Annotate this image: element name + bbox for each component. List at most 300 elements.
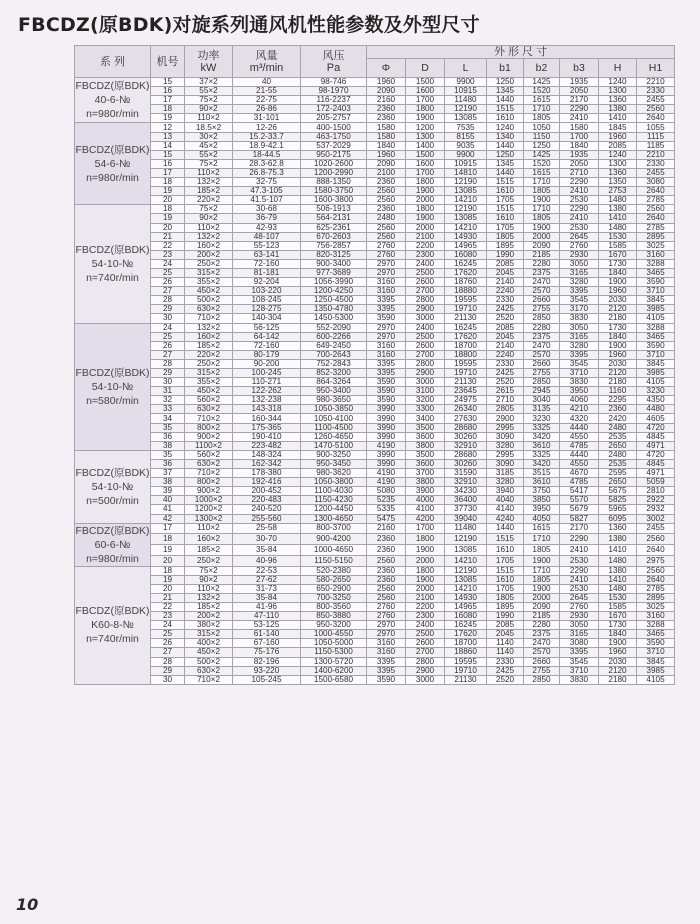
table-cell: 1520 [524, 87, 560, 96]
series-label-line: 54-6-№ [94, 157, 131, 170]
table-row [75, 657, 675, 666]
table-cell: 18.9-42.1 [233, 141, 301, 150]
series-label-line: n=980r/min [86, 552, 139, 565]
table-cell: 1300 [599, 159, 637, 168]
header-dim-5: b3 [560, 59, 599, 78]
table-cell: 1360 [599, 168, 637, 177]
table-cell: 2970 [367, 259, 406, 268]
table-cell: 3985 [637, 305, 675, 314]
table-cell: 1730 [599, 323, 637, 332]
table-cell: 39 [151, 487, 185, 496]
table-cell: 1200-4250 [301, 287, 367, 296]
table-cell: 3845 [637, 359, 675, 368]
table-cell: 2170 [560, 96, 599, 105]
table-cell: 3990 [367, 414, 406, 423]
table-cell: 1580 [367, 132, 406, 141]
table-cell: 850-3880 [301, 612, 367, 621]
table-row [75, 132, 675, 141]
table-cell: 132×2 [185, 232, 233, 241]
table-cell: 61-140 [233, 630, 301, 639]
series-label [75, 566, 151, 684]
table-cell: 1250 [487, 78, 524, 87]
table-cell: 400-1500 [301, 123, 367, 132]
table-cell: 670-2603 [301, 232, 367, 241]
table-cell: 4720 [637, 423, 675, 432]
table-row [75, 278, 675, 287]
table-cell: 42-93 [233, 223, 301, 232]
table-cell: 103-220 [233, 287, 301, 296]
table-cell: 560×2 [185, 450, 233, 459]
table-cell: 2030 [599, 657, 637, 666]
table-cell: 30-68 [233, 205, 301, 214]
table-cell: 1710 [524, 178, 560, 187]
table-row [75, 114, 675, 123]
table-cell: 3395 [367, 296, 406, 305]
table-cell: 450×2 [185, 287, 233, 296]
header-airflow [233, 46, 301, 78]
table-cell: 29 [151, 666, 185, 675]
table-cell: 1805 [524, 187, 560, 196]
table-cell: 2100 [406, 593, 445, 602]
table-cell: 3710 [637, 287, 675, 296]
table-cell: 3090 [487, 432, 524, 441]
table-cell: 16245 [445, 621, 487, 630]
table-cell: 2375 [524, 630, 560, 639]
table-cell: 1000-4550 [301, 630, 367, 639]
table-cell: 20 [151, 584, 185, 593]
table-cell: 90-200 [233, 359, 301, 368]
table-cell: 3160 [367, 287, 406, 296]
table-cell: 21-55 [233, 87, 301, 96]
table-cell: 1250-4500 [301, 296, 367, 305]
table-cell: 2425 [487, 666, 524, 675]
table-cell: 2520 [487, 675, 524, 684]
table-cell: 3465 [637, 630, 675, 639]
table-cell: 2760 [367, 602, 406, 611]
table-row [75, 545, 675, 556]
table-cell: 2360 [367, 205, 406, 214]
table-cell: 1900 [524, 584, 560, 593]
table-cell: 2640 [637, 214, 675, 223]
table-cell: 3800 [406, 441, 445, 450]
table-cell: 1615 [524, 168, 560, 177]
table-cell: 2140 [487, 278, 524, 287]
table-cell: 3395 [560, 287, 599, 296]
table-cell: 3395 [560, 350, 599, 359]
table-cell: 3590 [367, 387, 406, 396]
table-row [75, 341, 675, 350]
table-cell: 1410 [599, 214, 637, 223]
table-row [75, 378, 675, 387]
table-cell: 14965 [445, 241, 487, 250]
table-cell: 27-62 [233, 575, 301, 584]
table-cell: 2615 [487, 387, 524, 396]
table-cell: 4000 [406, 496, 445, 505]
table-cell: 900-3250 [301, 450, 367, 459]
table-cell: 26340 [445, 405, 487, 414]
table-cell: 24 [151, 323, 185, 332]
table-cell: 3590 [637, 341, 675, 350]
table-cell: 34230 [445, 487, 487, 496]
table-cell: 3700 [406, 469, 445, 478]
table-cell: 2640 [637, 575, 675, 584]
table-cell: 2410 [560, 575, 599, 584]
table-cell: 110×2 [185, 114, 233, 123]
table-cell: 28 [151, 296, 185, 305]
table-cell: 2500 [406, 268, 445, 277]
table-cell: 3325 [524, 423, 560, 432]
table-cell: 1710 [524, 566, 560, 575]
table-cell: 2530 [560, 196, 599, 205]
table-cell: 26 [151, 278, 185, 287]
table-row [75, 250, 675, 259]
table-cell: 1530 [599, 593, 637, 602]
table-cell: 3280 [487, 441, 524, 450]
table-cell: 3590 [637, 639, 675, 648]
table-cell: 36 [151, 432, 185, 441]
table-cell: 47-110 [233, 612, 301, 621]
table-cell: 2755 [524, 666, 560, 675]
table-cell: 3590 [367, 378, 406, 387]
table-cell: 710×2 [185, 414, 233, 423]
table-cell: 2785 [637, 223, 675, 232]
table-cell: 39040 [445, 514, 487, 523]
table-cell: 820-3125 [301, 250, 367, 259]
table-cell: 2290 [560, 205, 599, 214]
table-cell: 4320 [560, 414, 599, 423]
table-cell: 2560 [637, 534, 675, 545]
table-cell: 2755 [524, 369, 560, 378]
table-row [75, 414, 675, 423]
table-cell: 1055 [637, 123, 675, 132]
table-cell: 3600 [406, 459, 445, 468]
table-cell: 1530 [599, 232, 637, 241]
table-cell: 1100-4500 [301, 423, 367, 432]
table-cell: 148-324 [233, 450, 301, 459]
table-cell: 2330 [487, 359, 524, 368]
table-cell: 2570 [524, 287, 560, 296]
table-cell: 1700 [560, 132, 599, 141]
table-cell: 2090 [367, 159, 406, 168]
table-cell: 1260-4650 [301, 432, 367, 441]
table-cell: 2000 [524, 593, 560, 602]
table-cell: 3500 [406, 450, 445, 459]
table-cell: 175-365 [233, 423, 301, 432]
table-cell: 15 [151, 150, 185, 159]
table-cell: 14930 [445, 593, 487, 602]
table-cell: 1480 [599, 223, 637, 232]
table-cell: 2753 [599, 187, 637, 196]
table-cell: 3610 [524, 478, 560, 487]
table-cell: 37 [151, 469, 185, 478]
table-cell: 220×2 [185, 196, 233, 205]
table-cell: 5679 [560, 505, 599, 514]
table-cell: 1900 [406, 575, 445, 584]
table-cell: 2360 [367, 545, 406, 556]
table-cell: 1300-5720 [301, 657, 367, 666]
table-cell: 110×2 [185, 523, 233, 534]
table-cell: 100-245 [233, 369, 301, 378]
table-cell: 2050 [560, 159, 599, 168]
table-cell: 1345 [487, 159, 524, 168]
table-cell: 19710 [445, 305, 487, 314]
table-cell: 14810 [445, 168, 487, 177]
table-cell: 13085 [445, 114, 487, 123]
table-cell: 13085 [445, 187, 487, 196]
table-cell: 4550 [560, 459, 599, 468]
table-cell: 47.3-105 [233, 187, 301, 196]
table-cell: 140-304 [233, 314, 301, 323]
table-cell: 2520 [487, 378, 524, 387]
table-cell: 19710 [445, 666, 487, 675]
table-cell: 2570 [524, 350, 560, 359]
table-cell: 4785 [560, 478, 599, 487]
table-cell: 2970 [367, 268, 406, 277]
table-cell: 1440 [487, 141, 524, 150]
table-cell: 2805 [487, 405, 524, 414]
table-cell: 48-107 [233, 232, 301, 241]
table-cell: 800-3700 [301, 523, 367, 534]
table-cell: 3000 [406, 378, 445, 387]
table-cell: 14210 [445, 223, 487, 232]
table-row [75, 555, 675, 566]
header-airflow-unit: m³/min [249, 61, 284, 74]
table-cell: 506-1913 [301, 205, 367, 214]
table-cell: 3400 [406, 414, 445, 423]
table-cell: 17 [151, 96, 185, 105]
table-cell: 2785 [637, 196, 675, 205]
table-cell: 1600 [406, 87, 445, 96]
table-cell: 355×2 [185, 278, 233, 287]
table-cell: 41.5-107 [233, 196, 301, 205]
table-cell: 500×2 [185, 296, 233, 305]
table-cell: 20 [151, 223, 185, 232]
table-cell: 500×2 [185, 657, 233, 666]
table-cell: 2410 [560, 187, 599, 196]
table-cell: 3500 [406, 423, 445, 432]
table-cell: 18 [151, 205, 185, 214]
table-cell: 888-1350 [301, 178, 367, 187]
table-cell: 3985 [637, 666, 675, 675]
table-cell: 1240 [599, 78, 637, 87]
table-row [75, 405, 675, 414]
series-label [75, 78, 151, 123]
table-cell: 30 [151, 675, 185, 684]
table-row [75, 505, 675, 514]
table-cell: 3395 [367, 305, 406, 314]
table-cell: 2425 [487, 369, 524, 378]
table-cell: 19 [151, 214, 185, 223]
table-cell: 752-2843 [301, 359, 367, 368]
table-cell: 36-79 [233, 214, 301, 223]
table-cell: 1050-5000 [301, 639, 367, 648]
table-cell: 900-3400 [301, 259, 367, 268]
table-cell: 1900 [406, 114, 445, 123]
table-cell: 25 [151, 332, 185, 341]
table-row [75, 639, 675, 648]
table-cell: 80-179 [233, 350, 301, 359]
series-label-line: FBCDZ(原BDK) [75, 466, 150, 479]
table-cell: 1160 [599, 387, 637, 396]
table-row [75, 450, 675, 459]
header-pressure-unit: Pa [326, 61, 341, 74]
table-cell: 93-220 [233, 666, 301, 675]
table-cell: 2560 [367, 196, 406, 205]
table-cell: 3160 [367, 341, 406, 350]
table-cell: 15 [151, 78, 185, 87]
table-cell: 19 [151, 187, 185, 196]
table-row [75, 232, 675, 241]
table-cell: 2600 [406, 278, 445, 287]
table-cell: 3750 [524, 487, 560, 496]
table-cell: 2760 [560, 241, 599, 250]
table-cell: 2210 [637, 150, 675, 159]
table-cell: 4971 [637, 441, 675, 450]
table-cell: 200-452 [233, 487, 301, 496]
table-cell: 2360 [599, 405, 637, 414]
table-cell: 1150-5150 [301, 555, 367, 566]
table-cell: 2710 [487, 396, 524, 405]
table-cell: 1730 [599, 259, 637, 268]
table-cell: 2520 [487, 314, 524, 323]
table-cell: 1050-3800 [301, 478, 367, 487]
series-label-line: n=980r/min [86, 108, 139, 121]
table-cell: 2180 [599, 675, 637, 684]
table-cell: 2560 [367, 223, 406, 232]
table-cell: 1610 [487, 545, 524, 556]
table-cell: 160×2 [185, 332, 233, 341]
series-label-line: n=580r/min [86, 394, 139, 407]
table-cell: 3590 [367, 314, 406, 323]
table-cell: 35-84 [233, 545, 301, 556]
table-cell: 2650 [599, 441, 637, 450]
series-label-line: 54-10-№ [91, 257, 134, 270]
table-cell: 1115 [637, 132, 675, 141]
table-cell: 192-416 [233, 478, 301, 487]
table-row [75, 305, 675, 314]
table-cell: 12190 [445, 534, 487, 545]
table-cell: 2280 [524, 621, 560, 630]
table-cell: 2535 [599, 432, 637, 441]
table-cell: 1935 [560, 78, 599, 87]
table-cell: 3050 [560, 323, 599, 332]
table-cell: 2650 [599, 478, 637, 487]
table-cell: 520-2380 [301, 566, 367, 575]
table-cell: 19 [151, 575, 185, 584]
table-cell: 1140 [487, 648, 524, 657]
table-cell: 2470 [524, 341, 560, 350]
table-cell: 1900 [406, 187, 445, 196]
table-cell: 205-2757 [301, 114, 367, 123]
table-cell: 4605 [637, 414, 675, 423]
table-cell: 14210 [445, 555, 487, 566]
table-cell: 220×2 [185, 350, 233, 359]
table-cell: 19 [151, 114, 185, 123]
series-label-line: 54-10-№ [91, 380, 134, 393]
table-cell: 1960 [599, 648, 637, 657]
table-cell: 2090 [524, 602, 560, 611]
table-cell: 18800 [445, 350, 487, 359]
table-cell: 2120 [599, 666, 637, 675]
table-cell: 3200 [406, 396, 445, 405]
table-row [75, 566, 675, 575]
table-cell: 2480 [367, 214, 406, 223]
table-cell: 2850 [524, 675, 560, 684]
table-cell: 560×2 [185, 396, 233, 405]
table-cell: 36400 [445, 496, 487, 505]
table-cell: 1805 [487, 232, 524, 241]
table-cell: 40 [151, 496, 185, 505]
table-cell: 3395 [560, 648, 599, 657]
table-cell: 4040 [487, 496, 524, 505]
table-cell: 22 [151, 241, 185, 250]
table-cell: 315×2 [185, 630, 233, 639]
table-row [75, 159, 675, 168]
table-cell: 35 [151, 450, 185, 459]
table-cell: 649-2450 [301, 341, 367, 350]
table-cell: 20 [151, 196, 185, 205]
table-cell: 1895 [487, 602, 524, 611]
table-cell: 537-2029 [301, 141, 367, 150]
series-label-line: 54-10-№ [91, 480, 134, 493]
table-cell: 2995 [487, 423, 524, 432]
table-cell: 2530 [560, 223, 599, 232]
table-cell: 2660 [524, 359, 560, 368]
table-cell: 6095 [599, 514, 637, 523]
table-cell: 31-101 [233, 114, 301, 123]
table-cell: 3710 [637, 350, 675, 359]
table-cell: 564-2131 [301, 214, 367, 223]
table-cell: 12190 [445, 178, 487, 187]
table-cell: 1050-4100 [301, 414, 367, 423]
table-cell: 1300 [599, 87, 637, 96]
table-cell: 4440 [560, 423, 599, 432]
table-cell: 4240 [487, 514, 524, 523]
table-cell: 2800 [406, 359, 445, 368]
table-cell: 2045 [487, 332, 524, 341]
table-cell: 16245 [445, 259, 487, 268]
series-label-line: 60-6-№ [94, 538, 131, 551]
table-row [75, 534, 675, 545]
table-cell: 710×2 [185, 675, 233, 684]
table-cell: 25-58 [233, 523, 301, 534]
table-cell: 12190 [445, 566, 487, 575]
table-cell: 28680 [445, 423, 487, 432]
table-cell: 185×2 [185, 341, 233, 350]
table-cell: 1300 [406, 132, 445, 141]
table-cell: 2455 [637, 168, 675, 177]
table-cell: 27 [151, 287, 185, 296]
table-cell: 3025 [637, 602, 675, 611]
table-row [75, 523, 675, 534]
table-cell: 4550 [560, 432, 599, 441]
table-cell: 2760 [367, 241, 406, 250]
table-cell: 27 [151, 350, 185, 359]
table-row [75, 259, 675, 268]
header-dimensions: 外 形 尺 寸 [367, 46, 675, 59]
table-cell: 1960 [599, 350, 637, 359]
table-cell: 2850 [524, 378, 560, 387]
table-cell: 2210 [637, 78, 675, 87]
header-power [185, 46, 233, 78]
table-cell: 143-318 [233, 405, 301, 414]
table-cell: 3090 [487, 459, 524, 468]
table-cell: 1840 [599, 332, 637, 341]
table-cell: 132×2 [185, 178, 233, 187]
table-cell: 580-2650 [301, 575, 367, 584]
table-row [75, 387, 675, 396]
table-cell: 72-160 [233, 259, 301, 268]
